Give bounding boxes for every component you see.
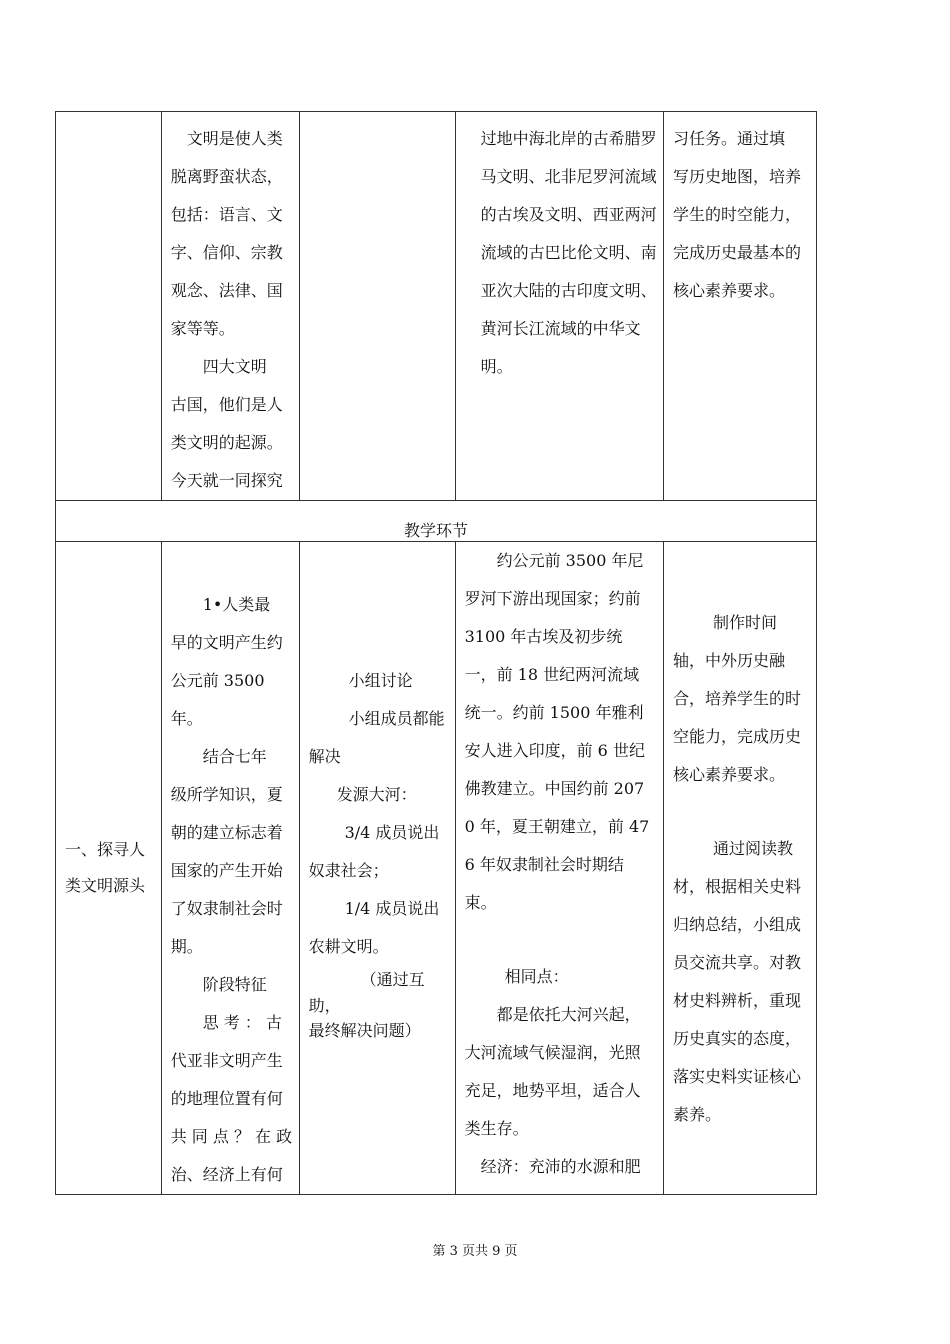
text-line: 安人进入印度，前 6 世纪 <box>464 741 645 760</box>
intro-text <box>162 112 299 500</box>
text-line: 习任务。通过填 <box>672 129 785 148</box>
text-line: 合，培养学生的时 <box>672 689 801 708</box>
text-line: 马文明、北非尼罗河流域 <box>480 167 657 186</box>
text-line: 四大文明 <box>202 357 267 376</box>
text-line: 都是依托大河兴起， <box>496 1005 641 1024</box>
text-line: 明。 <box>480 357 513 376</box>
text-line: 经济：充沛的水源和肥 <box>480 1157 641 1176</box>
text-line: 代亚非文明产生 <box>170 1051 283 1070</box>
table-row <box>56 542 817 1195</box>
text-line: 期。 <box>170 937 203 956</box>
text-line: 流域的古巴比伦文明、南 <box>480 243 657 262</box>
text-line: 文明是使人类 <box>186 129 283 148</box>
table-cell <box>663 542 816 1195</box>
text-line: 公元前 3500 <box>170 671 265 690</box>
text-line: 材，根据相关史料 <box>672 877 801 896</box>
text-line: 6 年奴隶制社会时期结 <box>464 855 624 874</box>
text-line: 素养。 <box>672 1105 721 1124</box>
text-line: 类文明的起源。 <box>170 433 283 452</box>
text-line: （通过互 <box>360 970 425 989</box>
text-line: 亚次大陆的古印度文明、 <box>480 281 657 300</box>
table-cell <box>299 112 455 501</box>
text-line: 字、信仰、宗教 <box>170 243 283 262</box>
text-line: 员交流共享。对教 <box>672 953 801 972</box>
text-line: 写历史地图，培养 <box>672 167 801 186</box>
content-analysis-text <box>456 542 663 1186</box>
page-footer: 第 3 页共 9 页 <box>432 1244 518 1259</box>
text-line: 充足，地势平坦，适合人 <box>464 1081 641 1100</box>
text-line: 包括：语言、文 <box>170 205 283 224</box>
text-line: 发源大河： <box>336 785 417 804</box>
text-line: 观念、法律、国 <box>170 281 283 300</box>
text-line: 结合七年 <box>202 747 267 766</box>
text-line: 过地中海北岸的古希腊罗 <box>480 129 657 148</box>
text-line: 最终解决问题） <box>308 1021 421 1040</box>
text-line: 大河流域气候湿润，光照 <box>464 1043 641 1062</box>
text-line: 级所学知识，夏 <box>170 785 283 804</box>
civilizations-text <box>456 112 663 386</box>
text-line: 制作时间 <box>712 613 777 632</box>
text-line: 罗河下游出现国家；约前 <box>464 589 641 608</box>
text-line: 黄河长江流域的中华文 <box>480 319 641 338</box>
text-line: 束。 <box>464 893 497 912</box>
text-line: 的古埃及文明、西亚两河 <box>480 205 657 224</box>
text-line: 了奴隶制社会时 <box>170 899 283 918</box>
spacer <box>465 922 655 958</box>
text-line: 一、探寻人 <box>65 840 146 859</box>
text-line: 落实史料实证核心 <box>672 1067 801 1086</box>
text-line: 一，前 18 世纪两河流域 <box>464 665 640 684</box>
text-line: 思 考 ： 古 <box>202 1013 282 1032</box>
text-line: 朝的建立标志着 <box>170 823 283 842</box>
text-line: 脱离野蛮状态， <box>170 167 283 186</box>
text-line: 约公元前 3500 年尼 <box>496 551 644 570</box>
text-line: 空能力，完成历史 <box>672 727 801 746</box>
text-line: 助， <box>308 996 341 1015</box>
table-cell <box>56 112 162 501</box>
text-line: 解决 <box>308 747 341 766</box>
text-line: 完成历史最基本的 <box>672 243 801 262</box>
table-cell <box>56 542 162 1195</box>
text-line: 历史真实的态度， <box>672 1029 801 1048</box>
table-cell <box>455 542 663 1195</box>
text-line: 早的文明产生约 <box>170 633 283 652</box>
design-intent-text <box>664 542 816 1134</box>
table-cell <box>161 542 299 1195</box>
text-line: 相同点： <box>504 967 569 986</box>
text-line: 轴，中外历史融 <box>672 651 785 670</box>
text-line: 治、经济上有何 <box>170 1165 283 1184</box>
text-line: 类文明源头 <box>65 876 146 895</box>
text-line: 小组讨论 <box>348 671 413 690</box>
text-line: 的地理位置有何 <box>170 1089 283 1108</box>
text-line: 3100 年古埃及初步统 <box>464 627 623 646</box>
table-cell <box>299 542 455 1195</box>
text-line: 0 年，夏王朝建立，前 47 <box>464 817 650 836</box>
text-line: 佛教建立。中国约前 207 <box>464 779 645 798</box>
text-line: 1•人类最 <box>202 595 271 614</box>
student-activity-text <box>300 542 455 1044</box>
stage-title <box>56 832 161 904</box>
text-line: 3/4 成员说出 <box>344 823 440 842</box>
text-line: 家等等。 <box>170 319 235 338</box>
text-line: 奴隶社会； <box>308 861 389 880</box>
text-line: 核心素养要求。 <box>672 281 785 300</box>
table-row <box>56 112 817 501</box>
table-cell <box>161 112 299 501</box>
text-line: 归纳总结，小组成 <box>672 915 801 934</box>
text-line: 阶段特征 <box>202 975 267 994</box>
table-row <box>56 501 817 542</box>
section-header-cell <box>56 501 817 542</box>
table-cell <box>663 112 816 501</box>
text-line: 今天就一同探究 <box>170 471 283 490</box>
section-title: 教学环节 <box>403 521 468 540</box>
teacher-activity-text <box>162 542 299 1194</box>
lesson-plan-table <box>55 111 817 1195</box>
text-line: 学生的时空能力， <box>672 205 801 224</box>
text-line: 古国，他们是人 <box>170 395 283 414</box>
text-line: 材史料辨析，重现 <box>672 991 801 1010</box>
text-line: 年。 <box>170 709 203 728</box>
text-line: 通过阅读教 <box>712 839 793 858</box>
task-text <box>664 112 816 310</box>
text-line: 国家的产生开始 <box>170 861 283 880</box>
spacer <box>673 794 808 830</box>
text-line: 统一。约前 1500 年雅利 <box>464 703 644 722</box>
text-line: 核心素养要求。 <box>672 765 785 784</box>
table-cell <box>455 112 663 501</box>
text-line: 农耕文明。 <box>308 937 389 956</box>
text-line: 共 同 点 ？ 在 政 <box>170 1127 293 1146</box>
text-line: 1/4 成员说出 <box>344 899 440 918</box>
text-line: 类生存。 <box>464 1119 529 1138</box>
text-line: 小组成员都能 <box>348 709 445 728</box>
